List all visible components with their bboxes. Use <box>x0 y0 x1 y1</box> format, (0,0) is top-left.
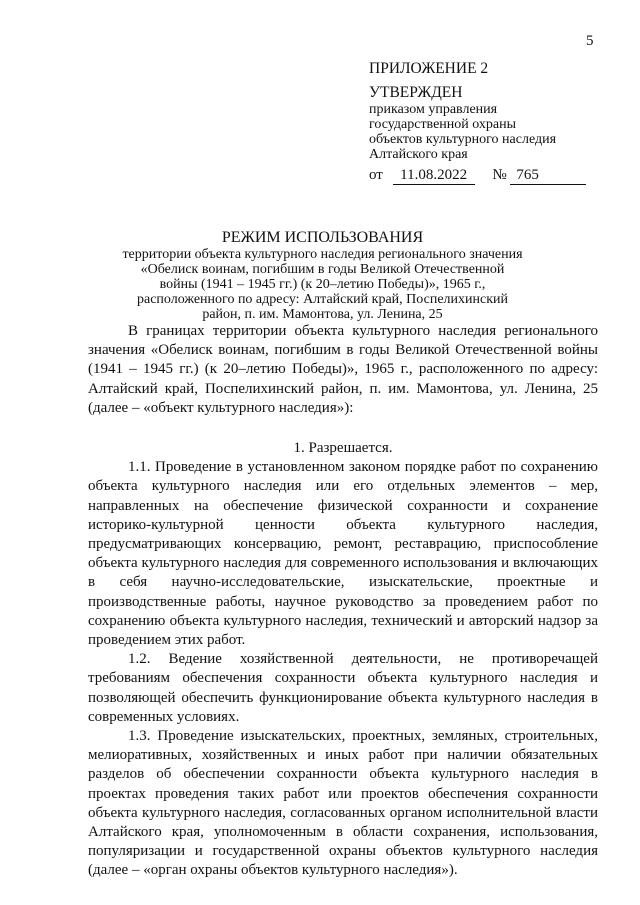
subtitle-line: войны (1941 – 1945 гг.) (к 20–летию Победы)», 1965 г., <box>159 277 486 292</box>
approval-stamp <box>369 60 619 185</box>
attachment-label: ПРИЛОЖЕНИЕ 2 <box>369 60 489 77</box>
order-date-number <box>369 166 619 185</box>
section-heading: 1. Разрешается. <box>293 440 393 457</box>
item-paragraph: 1.1. Проведение в установленном законом порядке работ по сохранению объекта культурного наследия или его отдельных элементов – мер, направленных на обеспечение физической сохранности и сохранение историко-культурной ценности объекта культурного наследия, предусматривающих консервацию, ремонт, реставрацию, приспособление объекта культурного наследия для современного использования и включающих в себя научно-исследовательские, изыскательские, проектные и производственные работы, научное руководство за проведением работ по сохранению объекта культурного наследия, технический и авторский надзор за проведением этих работ. <box>88 459 598 649</box>
number-label: № <box>492 167 507 183</box>
document-title: РЕЖИМ ИСПОЛЬЗОВАНИЯ <box>221 229 424 246</box>
item-paragraph: 1.3. Проведение изыскательских, проектных, земляных, строительных, мелиоративных, хозяйственных и иных работ при наличии обязательных разделов об обеспечении сохранности объекта культурного наследия в проектах проведения таких работ или проектов обеспечения сохранности объекта культурного наследия, согласованных органом исполнительной власти Алтайского края, уполномоченным в области сохранения, использования, популяризации и государственной охраны объектов культурного наследия (далее – «орган охраны объектов культурного наследия»). <box>88 728 598 879</box>
subtitle-line: территории объекта культурного наследия регионального значения <box>122 247 523 262</box>
order-number: 765 <box>510 166 586 185</box>
document-body <box>88 322 598 881</box>
approval-authority-line: объектов культурного наследия <box>369 132 557 147</box>
approval-authority-line: государственной охраны <box>369 117 517 132</box>
order-date: 11.08.2022 <box>393 166 475 185</box>
subtitle-line: «Обелиск воинам, погибшим в годы Великой Отечественной <box>140 262 505 277</box>
approved-label: УТВЕРЖДЕН <box>369 84 463 101</box>
from-label: от <box>369 167 383 183</box>
subtitle-line: район, п. им. Мамонтова, ул. Ленина, 25 <box>202 307 443 322</box>
item-paragraph: 1.2. Ведение хозяйственной деятельности, не противоречащей требованиям обеспечения сохранности объекта культурного наследия и позволяющей обеспечить функционирование объекта культурного наследия в современных условиях. <box>88 651 598 725</box>
approval-authority-line: приказом управления <box>369 102 498 117</box>
approval-authority-line: Алтайского края <box>369 147 468 162</box>
subtitle-line: расположенного по адресу: Алтайский край, Поспелихинский <box>136 292 509 307</box>
intro-paragraph: В границах территории объекта культурного наследия регионального значения «Обелиск воинам, погибшим в годы Великой Отечественной войны (1941 – 1945 гг.) (к 20–летию Победы)», 1965 г., расположенного по адресу: Алтайский край, Поспелихинский район, п. им. Мамонтова, ул. Ленина, 25 (далее – «объект культурного наследия»): <box>88 323 598 416</box>
document-title-block <box>95 229 550 322</box>
page-number: 5 <box>586 33 594 49</box>
